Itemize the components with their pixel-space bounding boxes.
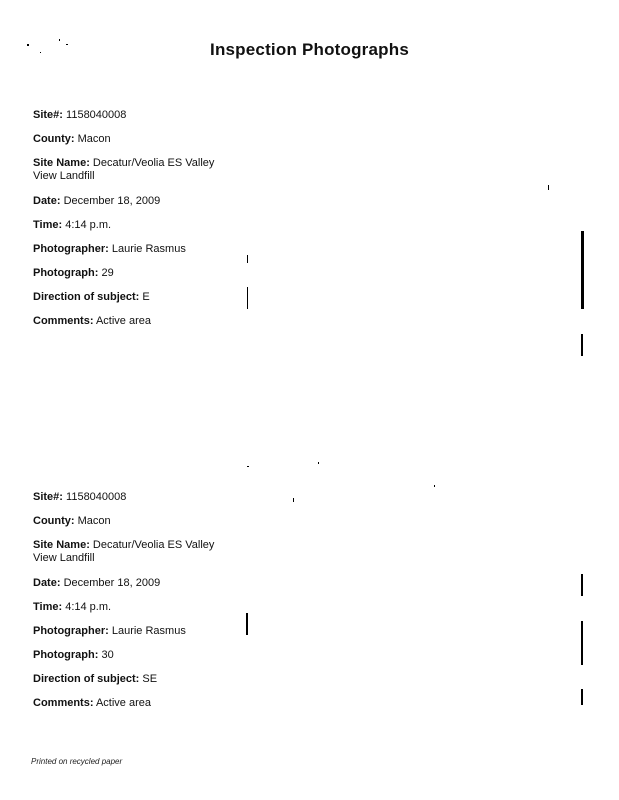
site-number-row	[33, 109, 248, 122]
photograph-row	[33, 649, 248, 662]
site-number-value: 1158040008	[66, 109, 127, 121]
comments-row	[33, 697, 248, 710]
scan-artifact-speck	[40, 52, 41, 53]
date-value: December 18, 2009	[63, 577, 161, 589]
site-name-value-line1: Decatur/Veolia ES Valley	[92, 539, 215, 551]
scan-artifact-bar	[581, 574, 583, 596]
scan-artifact-bar	[581, 621, 583, 665]
photograph-label: Photograph:	[33, 649, 99, 661]
photograph-value: 29	[101, 267, 114, 279]
photographer-row	[33, 243, 248, 256]
page-title	[0, 40, 619, 60]
site-name-row	[33, 539, 248, 565]
direction-value: SE	[142, 673, 158, 685]
site-name-value-line2: View Landfill	[33, 170, 95, 182]
photographer-value: Laurie Rasmus	[111, 243, 186, 255]
date-label: Date:	[33, 195, 61, 207]
site-name-value-line2: View Landfill	[33, 552, 95, 564]
scan-artifact-bar	[581, 689, 583, 705]
photographer-value: Laurie Rasmus	[111, 625, 186, 637]
county-row	[33, 133, 248, 146]
time-label: Time:	[33, 601, 63, 613]
scan-artifact-bar	[247, 287, 248, 309]
county-value: Macon	[77, 133, 111, 145]
site-number-label: Site#:	[33, 109, 63, 121]
scan-artifact-bar	[246, 613, 248, 635]
comments-value: Active area	[95, 315, 151, 327]
scan-artifact-speck	[318, 462, 319, 464]
direction-label: Direction of subject:	[33, 291, 140, 303]
direction-row	[33, 291, 248, 304]
comments-value: Active area	[95, 697, 151, 709]
footer-note: Printed on recycled paper	[31, 757, 123, 766]
time-value: 4:14 p.m.	[65, 601, 112, 613]
county-row	[33, 515, 248, 528]
photograph-label: Photograph:	[33, 267, 99, 279]
scan-artifact-speck	[548, 185, 549, 190]
photograph-row	[33, 267, 248, 280]
comments-label: Comments:	[33, 697, 94, 709]
scan-artifact-speck	[293, 498, 294, 502]
direction-value: E	[142, 291, 150, 303]
date-label: Date:	[33, 577, 61, 589]
site-number-value: 1158040008	[66, 491, 127, 503]
photographer-row	[33, 625, 248, 638]
page-title-text: Inspection Photographs	[210, 40, 409, 59]
site-number-label: Site#:	[33, 491, 63, 503]
scan-artifact-speck	[59, 39, 60, 41]
scan-artifact-speck	[434, 485, 435, 487]
date-row	[33, 195, 248, 208]
county-label: County:	[33, 515, 75, 527]
scan-artifact-speck	[247, 466, 249, 467]
date-value: December 18, 2009	[63, 195, 161, 207]
scan-artifact-bar	[581, 334, 583, 356]
time-value: 4:14 p.m.	[65, 219, 112, 231]
time-row	[33, 601, 248, 614]
site-name-label: Site Name:	[33, 157, 90, 169]
county-label: County:	[33, 133, 75, 145]
time-row	[33, 219, 248, 232]
photographer-label: Photographer:	[33, 625, 109, 637]
photographer-label: Photographer:	[33, 243, 109, 255]
date-row	[33, 577, 248, 590]
comments-row	[33, 315, 248, 328]
site-name-value-line1: Decatur/Veolia ES Valley	[92, 157, 215, 169]
site-name-label: Site Name:	[33, 539, 90, 551]
time-label: Time:	[33, 219, 63, 231]
site-name-row	[33, 157, 248, 183]
scan-artifact-speck	[27, 44, 29, 46]
scan-artifact-bar	[581, 231, 584, 309]
direction-row	[33, 673, 248, 686]
comments-label: Comments:	[33, 315, 94, 327]
county-value: Macon	[77, 515, 111, 527]
scan-artifact-bar	[247, 255, 248, 263]
direction-label: Direction of subject:	[33, 673, 140, 685]
scan-artifact-speck	[66, 44, 68, 45]
photograph-value: 30	[101, 649, 114, 661]
site-number-row	[33, 491, 248, 504]
